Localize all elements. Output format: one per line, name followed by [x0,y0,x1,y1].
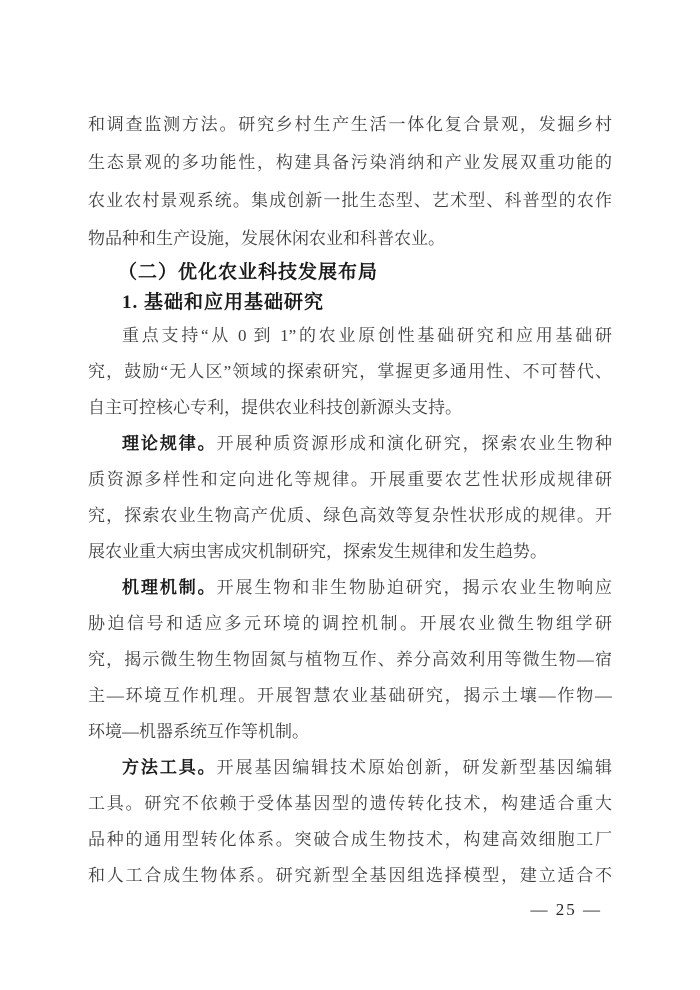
text-line [88,354,612,390]
text-run: 究，探索农业生物高产优质、绿色高效等复杂性状形成的规律。开 [88,506,612,525]
text-line [88,498,612,534]
paragraph [88,318,612,426]
text-run: 开展种质资源形成和演化研究，探索农业生物种 [216,434,612,453]
text-line [88,462,612,498]
text-line [88,534,612,570]
run-in-heading: 理论规律。 [122,434,217,453]
text-line [88,678,612,714]
text-run: 自主可控核心专利，提供农业科技创新源头支持。 [88,398,462,417]
text-line [88,642,612,678]
text-line [88,426,612,462]
run-in-heading: 方法工具。 [122,758,217,777]
text-run: 胁迫信号和适应多元环境的调控机制。开展农业微生物组学研 [88,614,612,633]
text-line [88,858,612,894]
text-line [88,182,612,220]
text-run: 主—环境互作机理。开展智慧农业基础研究，揭示土壤—作物— [88,686,612,705]
text-run: 究，鼓励“无人区”领域的探索研究，掌握更多通用性、不可替代、 [88,362,612,381]
text-line [88,750,612,786]
paragraph [88,426,612,570]
paragraph [88,106,612,258]
text-run: 和调查监测方法。研究乡村生产生活一体化复合景观，发掘乡村 [88,115,612,134]
text-run: 和人工合成生物体系。研究新型全基因组选择模型，建立适合不 [88,866,612,885]
text-run: 质资源多样性和定向进化等规律。开展重要农艺性状形成规律研 [88,470,612,489]
run-in-heading: 机理机制。 [122,578,217,597]
text-line [88,822,612,858]
text-line [88,318,612,354]
text-run: 展农业重大病虫害成灾机制研究，探索发生规律和发生趋势。 [88,542,547,561]
text-run: 开展生物和非生物胁迫研究，揭示农业生物响应 [216,578,612,597]
text-run: 开展基因编辑技术原始创新，研发新型基因编辑 [216,758,612,777]
page-number: — 25 — [530,900,602,919]
text-line [88,220,612,258]
text-line [88,570,612,606]
text-line [88,786,612,822]
text-run: 品种的通用型转化体系。突破合成生物技术，构建高效细胞工厂 [88,830,612,849]
section-heading: （二）优化农业科技发展布局 [118,262,379,283]
text-line [88,606,612,642]
text-line [88,144,612,182]
text-run: 环境—机器系统互作等机制。 [88,722,309,741]
text-run: 物品种和生产设施，发展休闲农业和科普农业。 [88,229,445,248]
text-run: 重点支持“从 0 到 1”的农业原创性基础研究和应用基础研 [122,326,612,345]
text-run: 生态景观的多功能性，构建具备污染消纳和产业发展双重功能的 [88,153,612,172]
text-run: 工具。研究不依赖于受体基因型的遗传转化技术，构建适合重大 [88,794,612,813]
paragraph [88,750,612,894]
text-line [88,714,612,750]
subsection-heading: 1. 基础和应用基础研究 [122,292,325,313]
text-line [88,390,612,426]
text-line [88,106,612,144]
paragraph [88,570,612,750]
text-run: 农业农村景观系统。集成创新一批生态型、艺术型、科普型的农作 [88,191,612,210]
text-run: 究，揭示微生物生物固氮与植物互作、养分高效利用等微生物—宿 [88,650,612,669]
